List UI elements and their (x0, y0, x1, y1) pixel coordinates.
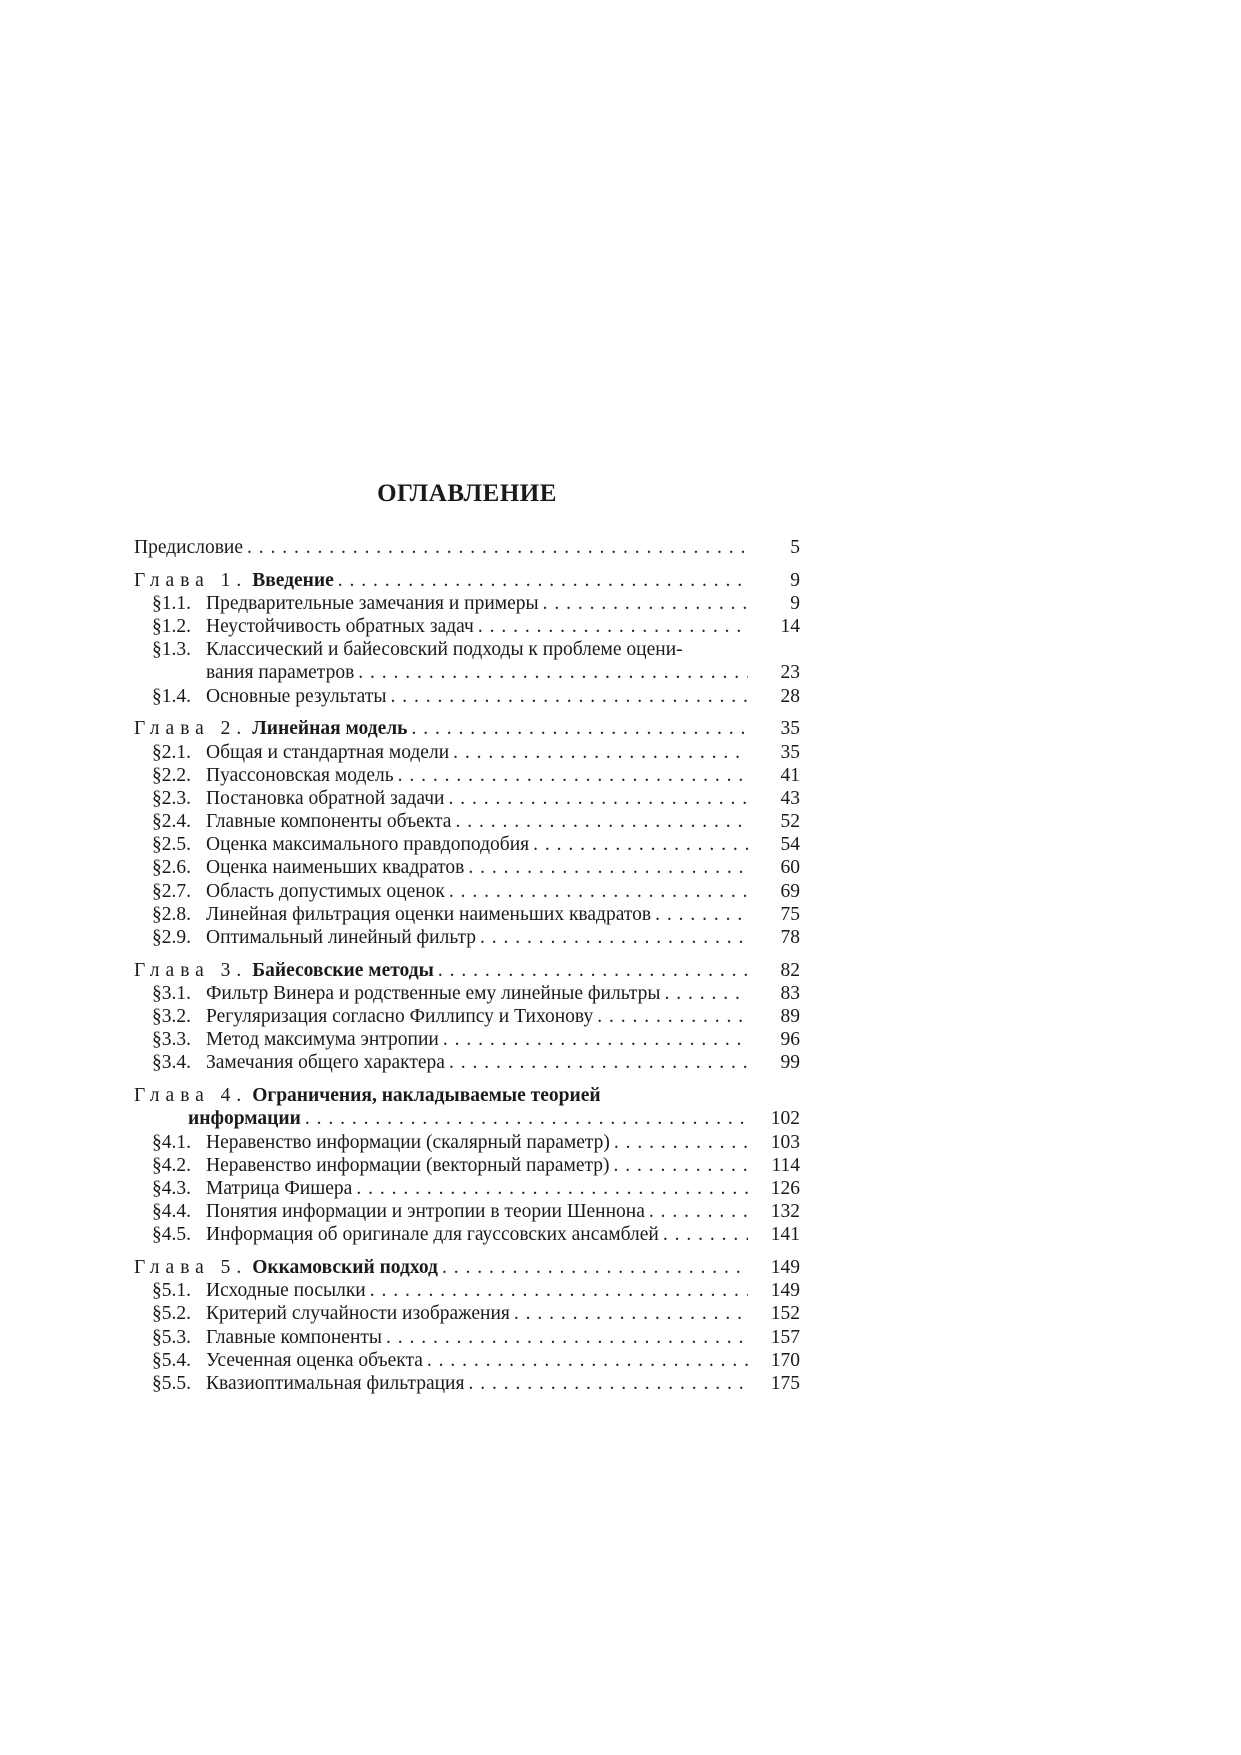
toc-chapter-5[interactable] (134, 1256, 800, 1279)
dot-leader (533, 833, 748, 856)
toc-page-number: 170 (770, 1349, 800, 1371)
section-number: §4.2. (152, 1154, 191, 1176)
section-number: §2.2. (152, 764, 191, 786)
chapter-title: Ограничения, накладываемые теорией (252, 1085, 601, 1107)
toc-chapter-4[interactable] (134, 1084, 800, 1107)
chapter-gap (134, 1075, 800, 1085)
dot-leader (448, 787, 748, 810)
section-title: Регуляризация согласно Филлипсу и Тихонову (206, 1006, 594, 1028)
toc-section[interactable] (134, 1349, 800, 1372)
section-title: Пуассоновская модель (206, 764, 394, 786)
toc-page-number: 99 (780, 1052, 800, 1074)
dot-leader (442, 1256, 748, 1279)
section-title: Метод максимума энтропии (206, 1029, 439, 1051)
toc-page-number: 75 (780, 903, 800, 925)
section-title: Оценка максимального правдоподобия (206, 834, 530, 856)
section-number: §2.4. (152, 811, 191, 833)
section-title: Матрица Фишера (206, 1177, 353, 1199)
dot-leader (543, 592, 748, 615)
toc-page-number: 141 (770, 1224, 800, 1246)
dot-leader (597, 1005, 748, 1028)
section-number: §5.3. (152, 1326, 191, 1348)
dot-leader (356, 1177, 748, 1200)
toc-chapter-1[interactable] (134, 569, 800, 592)
chapter-title: Оккамовский подход (252, 1256, 438, 1278)
section-title: Неравенство информации (векторный параметр) (206, 1154, 610, 1176)
dot-leader (449, 1051, 748, 1074)
dot-leader (247, 536, 748, 559)
toc-page-number: 43 (780, 787, 800, 809)
toc-page-number: 114 (771, 1154, 800, 1176)
toc-section[interactable] (134, 982, 800, 1005)
dot-leader (468, 856, 748, 879)
toc-section[interactable] (134, 1279, 800, 1302)
dot-leader (614, 1131, 748, 1154)
page-title: ОГЛАВЛЕНИЕ (377, 480, 557, 507)
dot-leader (614, 1154, 748, 1177)
dot-leader (427, 1349, 748, 1372)
toc-section[interactable] (134, 856, 800, 879)
dot-leader (468, 1372, 748, 1395)
toc-section[interactable] (134, 615, 800, 638)
toc-page-number: 41 (780, 764, 800, 786)
section-title: Предварительные замечания и примеры (206, 592, 539, 614)
chapter-title: Байесовские методы (252, 959, 434, 981)
dot-leader (398, 764, 748, 787)
toc-section[interactable] (134, 1051, 800, 1074)
section-title: Критерий случайности изображения (206, 1303, 510, 1325)
toc-chapter-2[interactable] (134, 717, 800, 740)
section-title-cont: вания параметров (206, 662, 355, 684)
toc-preface[interactable] (134, 536, 800, 559)
toc-page-number: 35 (780, 718, 800, 740)
toc-page-number: 82 (780, 959, 800, 981)
section-title: Усеченная оценка объекта (206, 1349, 423, 1371)
section-number: §4.1. (152, 1131, 191, 1153)
dot-leader (443, 1028, 748, 1051)
toc-section[interactable] (134, 926, 800, 949)
toc-page-number: 5 (790, 537, 800, 558)
section-number: §5.1. (152, 1280, 191, 1302)
toc-section[interactable] (134, 1028, 800, 1051)
toc-section[interactable] (134, 880, 800, 903)
toc-section[interactable] (134, 1372, 800, 1395)
toc-section-cont[interactable] (134, 661, 800, 684)
section-number: §2.5. (152, 834, 191, 856)
toc-section[interactable] (134, 1223, 800, 1246)
dot-leader (411, 717, 748, 740)
section-number: §3.3. (152, 1029, 191, 1051)
toc-section[interactable] (134, 833, 800, 856)
toc-section[interactable] (134, 1005, 800, 1028)
section-title: Неравенство информации (скалярный параметр) (206, 1131, 610, 1153)
section-title: Исходные посылки (206, 1280, 366, 1302)
section-number: §3.1. (152, 982, 191, 1004)
section-number: §2.9. (152, 927, 191, 948)
toc-page-number: 89 (780, 1006, 800, 1028)
chapter-prefix: Глава 3. (134, 959, 248, 981)
toc-page-number: 35 (780, 741, 800, 763)
toc-section[interactable] (134, 1154, 800, 1177)
toc-section[interactable] (134, 592, 800, 615)
toc-section[interactable] (134, 903, 800, 926)
dot-leader (655, 903, 748, 926)
dot-leader (514, 1302, 748, 1325)
toc-page-number: 14 (780, 616, 800, 638)
section-number: §5.4. (152, 1349, 191, 1371)
toc-page-number: 149 (770, 1280, 800, 1302)
section-title: Классический и байесовский подходы к проблеме оцени- (206, 639, 683, 661)
section-title: Неустойчивость обратных задач (206, 616, 474, 638)
toc-page-number: 28 (780, 685, 800, 707)
section-number: §2.8. (152, 903, 191, 925)
dot-leader (480, 926, 748, 949)
section-number: §3.2. (152, 1006, 191, 1028)
section-number: §4.4. (152, 1201, 191, 1223)
chapter-gap (134, 708, 800, 718)
section-title: Постановка обратной задачи (206, 787, 445, 809)
dot-leader (305, 1107, 748, 1130)
toc-page-number: 69 (780, 880, 800, 902)
section-number: §2.7. (152, 880, 191, 902)
section-number: §4.3. (152, 1177, 191, 1199)
toc-section[interactable] (134, 685, 800, 708)
section-title: Линейная фильтрация оценки наименьших квадратов (206, 903, 652, 925)
section-title: Общая и стандартная модели (206, 741, 450, 763)
section-number: §1.2. (152, 616, 191, 638)
section-number: §2.6. (152, 857, 191, 879)
toc-page-number: 96 (780, 1029, 800, 1051)
toc-section[interactable] (134, 1326, 800, 1349)
dot-leader (453, 741, 748, 764)
toc-page-number: 152 (770, 1303, 800, 1325)
section-title: Оптимальный линейный фильтр (206, 927, 476, 948)
chapter-gap (134, 1246, 800, 1256)
toc-page-number: 78 (780, 927, 800, 948)
dot-leader (455, 810, 748, 833)
toc-section[interactable] (134, 1131, 800, 1154)
section-number: §4.5. (152, 1224, 191, 1246)
toc-page-number: 9 (790, 569, 800, 591)
dot-leader (478, 615, 748, 638)
chapter-title-cont: информации (188, 1108, 301, 1130)
section-title: Область допустимых оценок (206, 880, 445, 902)
section-number: §1.4. (152, 685, 191, 707)
chapter-title: Линейная модель (252, 718, 408, 740)
section-title: Квазиоптимальная фильтрация (206, 1372, 465, 1394)
toc-page-number: 54 (780, 834, 800, 856)
toc-page-number: 83 (780, 982, 800, 1004)
dot-leader (664, 982, 748, 1005)
chapter-gap (134, 559, 800, 569)
toc-page-number: 103 (770, 1131, 800, 1153)
chapter-prefix: Глава 2. (134, 718, 248, 740)
section-title: Главные компоненты (206, 1326, 383, 1348)
toc-chapter-4-cont[interactable] (134, 1107, 800, 1130)
toc-page-number: 126 (770, 1177, 800, 1199)
chapter-prefix: Глава 1. (134, 569, 248, 591)
dot-leader (338, 569, 748, 592)
toc-page-number: 102 (770, 1108, 800, 1130)
toc-page-number: 9 (790, 592, 800, 614)
dot-leader (449, 880, 748, 903)
toc-section[interactable] (134, 787, 800, 810)
dot-leader (386, 1326, 748, 1349)
section-title: Оценка наименьших квадратов (206, 857, 465, 879)
section-number: §3.4. (152, 1052, 191, 1074)
toc-page-number: 175 (770, 1372, 800, 1394)
section-title: Главные компоненты объекта (206, 811, 452, 833)
dot-leader (390, 685, 748, 708)
section-title: Основные результаты (206, 685, 387, 707)
section-number: §1.3. (152, 639, 191, 661)
toc-section[interactable] (134, 1177, 800, 1200)
table-of-contents (134, 536, 800, 1395)
chapter-prefix: Глава 5. (134, 1256, 248, 1278)
toc-section[interactable] (134, 810, 800, 833)
dot-leader (663, 1223, 748, 1246)
section-title: Фильтр Винера и родственные ему линейные фильтры (206, 982, 661, 1004)
toc-section[interactable] (134, 764, 800, 787)
section-number: §2.3. (152, 787, 191, 809)
toc-page-number: 52 (780, 811, 800, 833)
section-title: Информация об оригинале для гауссовских ансамблей (206, 1224, 659, 1246)
toc-section[interactable] (134, 1302, 800, 1325)
dot-leader (370, 1279, 748, 1302)
dot-leader (438, 959, 748, 982)
toc-page-number: 157 (770, 1326, 800, 1348)
section-number: §5.2. (152, 1303, 191, 1325)
section-title: Замечания общего характера (206, 1052, 445, 1074)
dot-leader (358, 661, 748, 684)
toc-section[interactable] (134, 1200, 800, 1223)
toc-page-number: 149 (770, 1256, 800, 1278)
toc-section[interactable] (134, 741, 800, 764)
section-number: §2.1. (152, 741, 191, 763)
chapter-title: Введение (252, 569, 334, 591)
section-number: §1.1. (152, 592, 191, 614)
toc-chapter-3[interactable] (134, 959, 800, 982)
section-number: §5.5. (152, 1372, 191, 1394)
toc-preface-label: Предисловие (134, 537, 244, 558)
toc-page-number: 60 (780, 857, 800, 879)
dot-leader (649, 1200, 748, 1223)
chapter-gap (134, 949, 800, 959)
toc-page-number: 132 (770, 1201, 800, 1223)
toc-page-number: 23 (780, 662, 800, 684)
chapter-prefix: Глава 4. (134, 1085, 248, 1107)
toc-section[interactable] (134, 638, 800, 661)
section-title: Понятия информации и энтропии в теории Шеннона (206, 1201, 645, 1223)
